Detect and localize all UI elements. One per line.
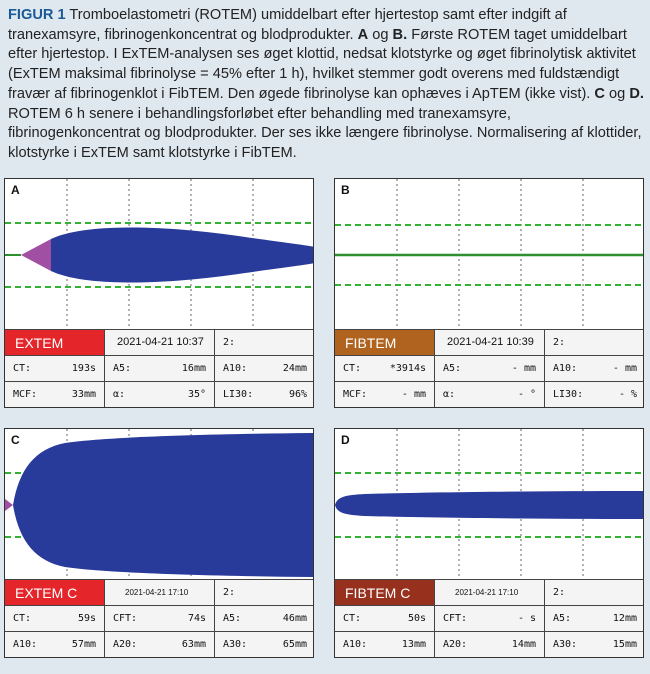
panel-d xyxy=(334,428,644,658)
panel-label: D xyxy=(341,433,350,447)
results-table xyxy=(335,579,643,657)
param-cft: CFT: 74s xyxy=(105,606,215,631)
assay-name: FIBTEM C xyxy=(335,580,435,605)
param-a10: A10: - mm xyxy=(553,363,637,374)
param-ct: CT: 59s xyxy=(5,606,105,631)
assay-name: FIBTEM xyxy=(335,330,435,355)
rotem-trace-fibtem xyxy=(335,179,644,331)
param-a5: A5: 12mm xyxy=(553,613,637,624)
param-a20: A20: 63mm xyxy=(105,632,215,657)
figure-label: FIGUR 1 xyxy=(8,7,66,23)
rotem-trace-fibtem-c xyxy=(335,429,644,581)
rotem-trace-extem-c xyxy=(5,429,314,581)
rotem-trace-extem xyxy=(5,179,314,331)
assay-name: EXTEM xyxy=(5,330,105,355)
param-a20: A20: 14mm xyxy=(435,632,545,657)
param-a5: A5: - mm xyxy=(435,356,545,381)
panel-b xyxy=(334,178,644,408)
results-table xyxy=(335,329,643,407)
param-li30: LI30: 96% xyxy=(223,389,307,400)
channel: 2: xyxy=(553,587,566,598)
param-li30: LI30: - % xyxy=(553,389,637,400)
panel-a xyxy=(4,178,314,408)
assay-name: EXTEM C xyxy=(5,580,105,605)
channel: 2: xyxy=(223,337,236,348)
panel-label: B xyxy=(341,183,350,197)
param-a5: A5: 16mm xyxy=(105,356,215,381)
panel-label: A xyxy=(11,183,20,197)
figure-caption: FIGUR 1 Tromboelastometri (ROTEM) umiddelbart efter hjertestop samt efter indgift af tranexamsyre, fibrinogenkoncentrat og blodprodukter. A og B. Første ROTEM taget umiddelbart efter hjertestop. I ExTEM-analysen ses øget klottid, nedsat klotstyrke og øget fibrinolytisk aktivitet (ExTEM maksimal fibrinolyse = 45% efter 1 h), hvilket stemmer godt overens med fuldstændigt fravær af fibrinogenklot i FibTEM. Den øgede fibrinolyse kan ophæves i ApTEM (ikke vist). C og D. ROTEM 6 h senere i behandlingsforløbet efter behandling med tranexamsyre, fibrinogenkoncentrat og blodprodukter. Der ses ikke længere fibrinolyse. Normalisering af klottider, klotstyrke i ExTEM samt klotstyrke i FibTEM. xyxy=(8,7,644,161)
param-a10: A10: 24mm xyxy=(223,363,307,374)
channel: 2: xyxy=(223,587,236,598)
param-a30: A30: 15mm xyxy=(553,639,637,650)
param-ct: CT: 193s xyxy=(5,356,105,381)
channel: 2: xyxy=(553,337,566,348)
param-ct: CT: 50s xyxy=(335,606,435,631)
results-table xyxy=(5,329,313,407)
param-a5: A5: 46mm xyxy=(223,613,307,624)
param-ct: CT: *3914s xyxy=(335,356,435,381)
param-a30: A30: 65mm xyxy=(223,639,307,650)
results-table xyxy=(5,579,313,657)
param-cft: CFT: - s xyxy=(435,606,545,631)
param-a10: A10: 13mm xyxy=(335,632,435,657)
timestamp: 2021-04-21 10:39 xyxy=(435,330,545,355)
timestamp: 2021-04-21 17:10 xyxy=(435,580,545,605)
param-mcf: MCF: 33mm xyxy=(5,382,105,407)
param-mcf: MCF: - mm xyxy=(335,382,435,407)
param-alpha: α: 35° xyxy=(105,382,215,407)
param-alpha: α: - ° xyxy=(435,382,545,407)
panel-label: C xyxy=(11,433,20,447)
panel-c xyxy=(4,428,314,658)
timestamp: 2021-04-21 10:37 xyxy=(105,330,215,355)
timestamp: 2021-04-21 17:10 xyxy=(105,580,215,605)
param-a10: A10: 57mm xyxy=(5,632,105,657)
